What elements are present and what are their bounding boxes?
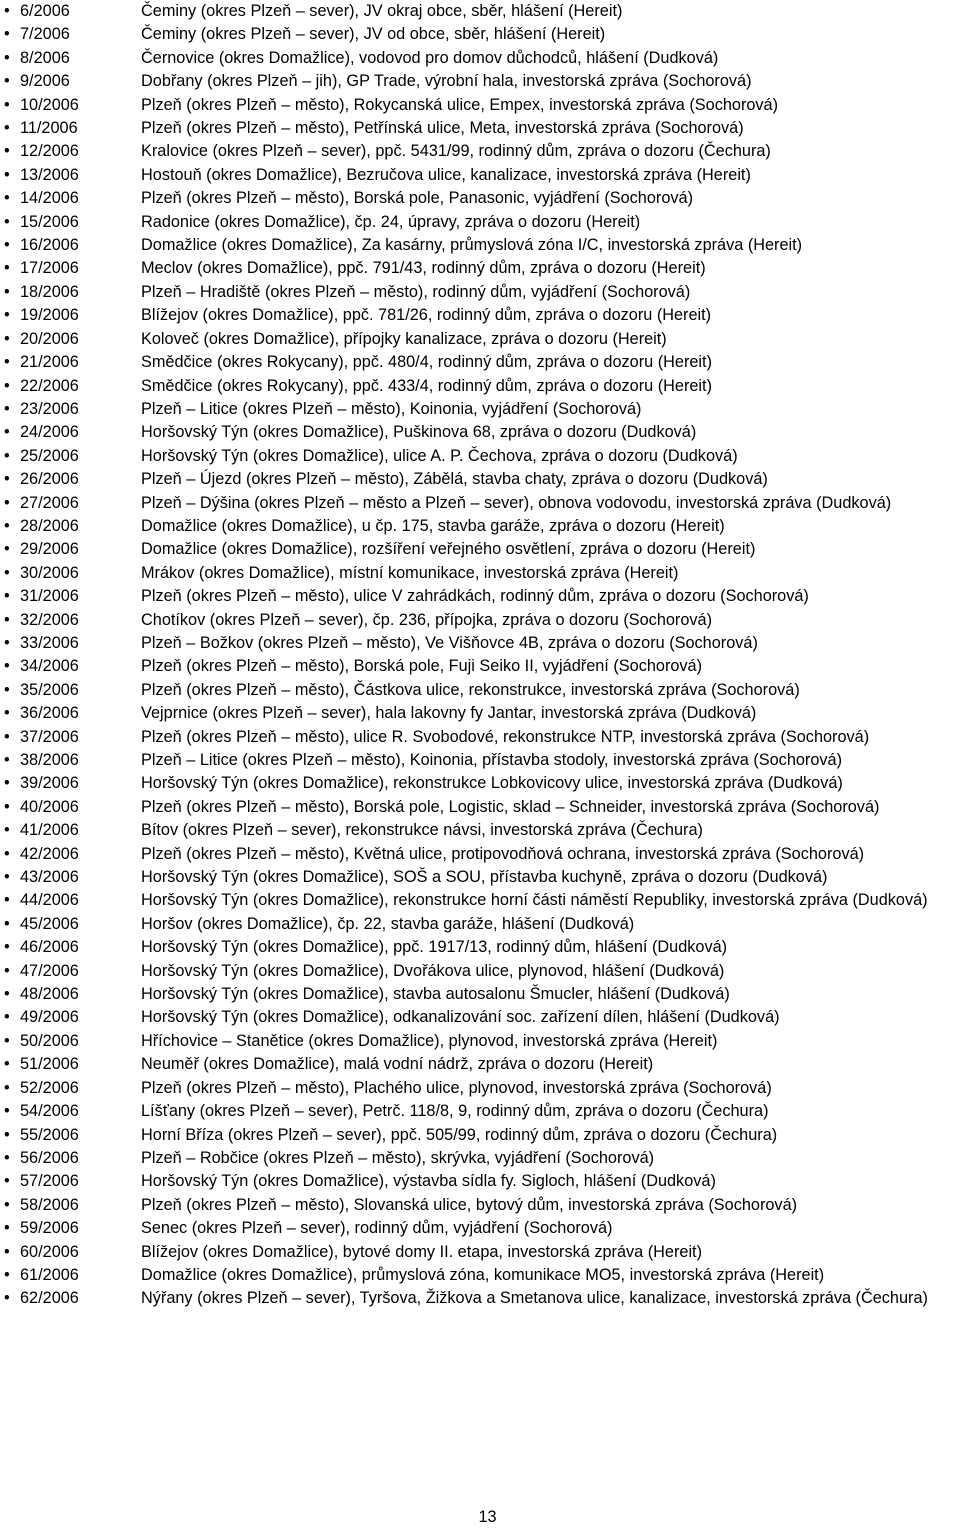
entry-number: 61/2006 — [20, 1265, 79, 1284]
bullet-icon: • — [4, 821, 10, 840]
entry-number: 51/2006 — [20, 1055, 79, 1074]
list-item — [0, 843, 960, 866]
entry-number: 58/2006 — [20, 1195, 79, 1214]
entry-text: Neuměř (okres Domažlice), malá vodní nádrž, zpráva o dozoru (Hereit) — [141, 1055, 654, 1074]
entry-number: 31/2006 — [20, 587, 79, 606]
bullet-icon: • — [4, 142, 10, 161]
list-item — [0, 1100, 960, 1123]
bullet-icon: • — [4, 48, 10, 67]
bullet-icon: • — [4, 1031, 10, 1050]
entry-text: Horšovský Týn (okres Domažlice), odkanalizování soc. zařízení dílen, hlášení (Dudková) — [141, 1008, 780, 1027]
entry-number: 15/2006 — [20, 212, 79, 231]
bullet-icon: • — [4, 610, 10, 629]
bullet-icon: • — [4, 985, 10, 1004]
entry-text: Líšťany (okres Plzeň – sever), Petrč. 118/8, 9, rodinný dům, zpráva o dozoru (Čechura) — [141, 1102, 769, 1121]
list-item — [0, 819, 960, 842]
entry-number: 33/2006 — [20, 633, 79, 652]
entry-number: 13/2006 — [20, 165, 79, 184]
entry-text: Plzeň (okres Plzeň – město), Slovanská ulice, bytový dům, investorská zpráva (Sochorová) — [141, 1195, 798, 1214]
list-item — [0, 1241, 960, 1264]
entry-number: 27/2006 — [20, 493, 79, 512]
entry-number: 40/2006 — [20, 797, 79, 816]
entry-text: Čeminy (okres Plzeň – sever), JV od obce, sběr, hlášení (Hereit) — [141, 25, 606, 44]
bullet-icon: • — [4, 844, 10, 863]
bullet-icon: • — [4, 797, 10, 816]
entry-number: 26/2006 — [20, 470, 79, 489]
entry-text: Plzeň (okres Plzeň – město), Borská pole, Logistic, sklad – Schneider, investorská zpráva (Sochorová) — [141, 797, 880, 816]
list-item — [0, 796, 960, 819]
entry-text: Plzeň (okres Plzeň – město), ulice R. Svobodové, rekonstrukce NTP, investorská zpráva (Sochorová) — [141, 727, 870, 746]
bullet-icon: • — [4, 423, 10, 442]
entry-text: Plzeň (okres Plzeň – město), Rokycanská ulice, Empex, investorská zpráva (Sochorová) — [141, 95, 779, 114]
bullet-icon: • — [4, 540, 10, 559]
entry-text: Horšov (okres Domažlice), čp. 22, stavba garáže, hlášení (Dudková) — [141, 914, 635, 933]
entry-number: 48/2006 — [20, 985, 79, 1004]
entry-number: 34/2006 — [20, 657, 79, 676]
bullet-icon: • — [4, 236, 10, 255]
entry-text: Plzeň (okres Plzeň – město), Částkova ulice, rekonstrukce, investorská zpráva (Sochorová) — [141, 680, 800, 699]
bullet-icon: • — [4, 353, 10, 372]
list-item — [0, 913, 960, 936]
bullet-icon: • — [4, 189, 10, 208]
entry-text: Horšovský Týn (okres Domažlice), Puškinova 68, zpráva o dozoru (Dudková) — [141, 423, 697, 442]
list-item — [0, 1147, 960, 1170]
bullet-icon: • — [4, 165, 10, 184]
list-item — [0, 1194, 960, 1217]
bullet-icon: • — [4, 516, 10, 535]
bullet-icon: • — [4, 306, 10, 325]
entry-number: 14/2006 — [20, 189, 79, 208]
bullet-icon: • — [4, 1148, 10, 1167]
list-item — [0, 0, 960, 23]
entry-number: 44/2006 — [20, 891, 79, 910]
bullet-icon: • — [4, 329, 10, 348]
entry-number: 30/2006 — [20, 563, 79, 582]
entry-number: 9/2006 — [20, 72, 70, 91]
bullet-icon: • — [4, 1195, 10, 1214]
bullet-icon: • — [4, 704, 10, 723]
bullet-icon: • — [4, 891, 10, 910]
entry-text: Plzeň – Božkov (okres Plzeň – město), Ve Višňovce 4B, zpráva o dozoru (Sochorová) — [141, 633, 758, 652]
entry-number: 7/2006 — [20, 25, 70, 44]
entry-text: Plzeň (okres Plzeň – město), Plachého ulice, plynovod, investorská zpráva (Sochorová) — [141, 1078, 772, 1097]
list-item — [0, 328, 960, 351]
list-item — [0, 468, 960, 491]
list-item — [0, 492, 960, 515]
entry-number: 19/2006 — [20, 306, 79, 325]
list-item — [0, 726, 960, 749]
bullet-icon: • — [4, 446, 10, 465]
bullet-icon: • — [4, 470, 10, 489]
bullet-icon: • — [4, 212, 10, 231]
entry-text: Koloveč (okres Domažlice), přípojky kanalizace, zpráva o dozoru (Hereit) — [141, 329, 667, 348]
list-item — [0, 445, 960, 468]
bullet-icon: • — [4, 680, 10, 699]
entry-number: 32/2006 — [20, 610, 79, 629]
entry-text: Smědčice (okres Rokycany), ppč. 433/4, rodinný dům, zpráva o dozoru (Hereit) — [141, 376, 712, 395]
bullet-icon: • — [4, 95, 10, 114]
entry-number: 42/2006 — [20, 844, 79, 863]
entry-text: Horšovský Týn (okres Domažlice), Dvořákova ulice, plynovod, hlášení (Dudková) — [141, 961, 725, 980]
entry-text: Plzeň (okres Plzeň – město), ulice V zahrádkách, rodinný dům, zpráva o dozoru (Sochorová) — [141, 587, 809, 606]
bullet-icon: • — [4, 751, 10, 769]
list-item — [0, 936, 960, 959]
entry-number: 8/2006 — [20, 48, 70, 67]
entry-number: 47/2006 — [20, 961, 79, 980]
entry-number: 17/2006 — [20, 259, 79, 278]
entry-number: 35/2006 — [20, 680, 79, 699]
entry-text: Plzeň – Litice (okres Plzeň – město), Koinonia, vyjádření (Sochorová) — [141, 399, 642, 418]
list-item — [0, 398, 960, 421]
list-item — [0, 749, 960, 772]
entry-number: 10/2006 — [20, 95, 79, 114]
entry-text: Domažlice (okres Domažlice), u čp. 175, stavba garáže, zpráva o dozoru (Hereit) — [141, 516, 725, 535]
entry-text: Domažlice (okres Domažlice), průmyslová zóna, komunikace MO5, investorská zpráva (Hereit) — [141, 1265, 825, 1284]
entry-text: Plzeň (okres Plzeň – město), Květná ulice, protipovodňová ochrana, investorská zpráva (Sochorová) — [141, 844, 865, 863]
entry-text: Čeminy (okres Plzeň – sever), JV okraj obce, sběr, hlášení (Hereit) — [141, 2, 623, 20]
list-item — [0, 562, 960, 585]
entry-text: Plzeň – Robčice (okres Plzeň – město), skrývka, vyjádření (Sochorová) — [141, 1148, 655, 1167]
entry-text: Senec (okres Plzeň – sever), rodinný dům, vyjádření (Sochorová) — [141, 1219, 613, 1238]
entry-text: Dobřany (okres Plzeň – jih), GP Trade, výrobní hala, investorská zpráva (Sochorová) — [141, 72, 752, 91]
bullet-icon: • — [4, 633, 10, 652]
bullet-icon: • — [4, 259, 10, 278]
list-item — [0, 772, 960, 795]
list-item — [0, 23, 960, 46]
list-item — [0, 1170, 960, 1193]
list-item — [0, 960, 960, 983]
entry-number: 46/2006 — [20, 938, 79, 957]
entry-text: Plzeň – Litice (okres Plzeň – město), Koinonia, přístavba stodoly, investorská zpráva (Sochorová) — [141, 751, 843, 769]
bullet-icon: • — [4, 868, 10, 887]
list-item — [0, 140, 960, 163]
entry-text: Horšovský Týn (okres Domažlice), ppč. 1917/13, rodinný dům, hlášení (Dudková) — [141, 938, 728, 957]
entry-number: 57/2006 — [20, 1172, 79, 1191]
entry-number: 45/2006 — [20, 914, 79, 933]
bullet-icon: • — [4, 2, 10, 20]
bullet-icon: • — [4, 1078, 10, 1097]
bullet-icon: • — [4, 1008, 10, 1027]
entry-number: 28/2006 — [20, 516, 79, 535]
entry-text: Nýřany (okres Plzeň – sever), Tyršova, Žižkova a Smetanova ulice, kanalizace, investorská zpráva (Čechura) — [141, 1289, 928, 1308]
entry-text: Radonice (okres Domažlice), čp. 24, úpravy, zpráva o dozoru (Hereit) — [141, 212, 641, 231]
entry-number: 38/2006 — [20, 751, 79, 769]
entry-text: Černovice (okres Domažlice), vodovod pro domov důchodců, hlášení (Dudková) — [141, 48, 719, 67]
entry-number: 6/2006 — [20, 2, 70, 20]
list-item — [0, 515, 960, 538]
entry-number: 54/2006 — [20, 1102, 79, 1121]
bullet-icon: • — [4, 563, 10, 582]
entry-number: 20/2006 — [20, 329, 79, 348]
entry-text: Kralovice (okres Plzeň – sever), ppč. 5431/99, rodinný dům, zpráva o dozoru (Čechura) — [141, 142, 771, 161]
entry-text: Vejprnice (okres Plzeň – sever), hala lakovny fy Jantar, investorská zpráva (Dudková) — [141, 704, 757, 723]
entry-number: 50/2006 — [20, 1031, 79, 1050]
entry-number: 12/2006 — [20, 142, 79, 161]
list-item — [0, 609, 960, 632]
bullet-icon: • — [4, 961, 10, 980]
list-item — [0, 1053, 960, 1076]
bullet-icon: • — [4, 493, 10, 512]
entry-text: Hříchovice – Stanětice (okres Domažlice), plynovod, investorská zpráva (Hereit) — [141, 1031, 718, 1050]
bullet-icon: • — [4, 938, 10, 957]
bullet-icon: • — [4, 119, 10, 138]
bullet-icon: • — [4, 657, 10, 676]
entry-text: Blížejov (okres Domažlice), bytové domy II. etapa, investorská zpráva (Hereit) — [141, 1242, 703, 1261]
entry-text: Chotíkov (okres Plzeň – sever), čp. 236, přípojka, zpráva o dozoru (Sochorová) — [141, 610, 713, 629]
list-item — [0, 983, 960, 1006]
list-item — [0, 538, 960, 561]
entry-text: Domažlice (okres Domažlice), rozšíření veřejného osvětlení, zpráva o dozoru (Hereit) — [141, 540, 756, 559]
bullet-icon: • — [4, 1289, 10, 1308]
page-number: 13 — [478, 1508, 497, 1526]
entry-number: 55/2006 — [20, 1125, 79, 1144]
bullet-icon: • — [4, 1265, 10, 1284]
list-item — [0, 1030, 960, 1053]
entry-text: Horšovský Týn (okres Domažlice), ulice A. P. Čechova, zpráva o dozoru (Dudková) — [141, 446, 738, 465]
list-item — [0, 632, 960, 655]
list-item — [0, 889, 960, 912]
list-item — [0, 281, 960, 304]
entry-text: Plzeň (okres Plzeň – město), Borská pole, Fuji Seiko II, vyjádření (Sochorová) — [141, 657, 703, 676]
list-item — [0, 375, 960, 398]
bullet-icon: • — [4, 727, 10, 746]
list-item — [0, 1264, 960, 1287]
entry-number: 24/2006 — [20, 423, 79, 442]
list-item — [0, 1077, 960, 1100]
bullet-icon: • — [4, 1219, 10, 1238]
bullet-icon: • — [4, 399, 10, 418]
bullet-icon: • — [4, 25, 10, 44]
entry-text: Horšovský Týn (okres Domažlice), stavba autosalonu Šmucler, hlášení (Dudková) — [141, 985, 730, 1004]
list-item — [0, 866, 960, 889]
list-item — [0, 1124, 960, 1147]
list-item — [0, 234, 960, 257]
bullet-icon: • — [4, 1055, 10, 1074]
bullet-icon: • — [4, 376, 10, 395]
bullet-icon: • — [4, 72, 10, 91]
entry-text: Horšovský Týn (okres Domažlice), rekonstrukce Lobkovicovy ulice, investorská zpráva (Dudková) — [141, 774, 843, 793]
bullet-icon: • — [4, 774, 10, 793]
entry-text: Plzeň (okres Plzeň – město), Borská pole, Panasonic, vyjádření (Sochorová) — [141, 189, 694, 208]
list-item — [0, 351, 960, 374]
entry-text: Plzeň – Dýšina (okres Plzeň – město a Plzeň – sever), obnova vodovodu, investorská zpráva (Dudková) — [141, 493, 892, 512]
bullet-icon: • — [4, 282, 10, 301]
entry-text: Horní Bříza (okres Plzeň – sever), ppč. 505/99, rodinný dům, zpráva o dozoru (Čechura) — [141, 1125, 778, 1144]
entry-text: Horšovský Týn (okres Domažlice), SOŠ a SOU, přístavba kuchyně, zpráva o dozoru (Dudková) — [141, 868, 828, 887]
list-item — [0, 1006, 960, 1029]
entry-text: Blížejov (okres Domažlice), ppč. 781/26, rodinný dům, zpráva o dozoru (Hereit) — [141, 306, 712, 325]
entry-number: 39/2006 — [20, 774, 79, 793]
list-item — [0, 304, 960, 327]
entry-number: 23/2006 — [20, 399, 79, 418]
entry-number: 49/2006 — [20, 1008, 79, 1027]
list-item — [0, 257, 960, 280]
entry-number: 11/2006 — [20, 119, 78, 138]
bullet-icon: • — [4, 1125, 10, 1144]
list-item — [0, 47, 960, 70]
entry-number: 59/2006 — [20, 1219, 79, 1238]
entry-number: 22/2006 — [20, 376, 79, 395]
entry-text: Plzeň – Hradiště (okres Plzeň – město), rodinný dům, vyjádření (Sochorová) — [141, 282, 691, 301]
entry-number: 16/2006 — [20, 236, 79, 255]
entry-number: 37/2006 — [20, 727, 79, 746]
entry-text: Smědčice (okres Rokycany), ppč. 480/4, rodinný dům, zpráva o dozoru (Hereit) — [141, 353, 712, 372]
bullet-icon: • — [4, 914, 10, 933]
list-item — [0, 585, 960, 608]
list-item — [0, 1217, 960, 1240]
entry-number: 43/2006 — [20, 868, 79, 887]
list-item — [0, 1287, 960, 1310]
bullet-icon: • — [4, 1102, 10, 1121]
entry-text: Hostouň (okres Domažlice), Bezručova ulice, kanalizace, investorská zpráva (Hereit) — [141, 165, 751, 184]
entry-number: 60/2006 — [20, 1242, 79, 1261]
list-item — [0, 211, 960, 234]
list-item — [0, 164, 960, 187]
entry-text: Horšovský Týn (okres Domažlice), rekonstrukce horní části náměstí Republiky, investorská zpráva (Dudková) — [141, 891, 928, 910]
entry-text: Plzeň (okres Plzeň – město), Petřínská ulice, Meta, investorská zpráva (Sochorová) — [141, 119, 744, 138]
list-item — [0, 702, 960, 725]
list-item — [0, 94, 960, 117]
entry-text: Horšovský Týn (okres Domažlice), výstavba sídla fy. Sigloch, hlášení (Dudková) — [141, 1172, 716, 1191]
entry-text: Meclov (okres Domažlice), ppč. 791/43, rodinný dům, zpráva o dozoru (Hereit) — [141, 259, 706, 278]
entry-number: 21/2006 — [20, 353, 79, 372]
list-item — [0, 655, 960, 678]
list-item — [0, 421, 960, 444]
entry-number: 29/2006 — [20, 540, 79, 559]
list-item — [0, 70, 960, 93]
list-item — [0, 117, 960, 140]
entry-number: 62/2006 — [20, 1289, 79, 1308]
list-item — [0, 679, 960, 702]
entry-number: 56/2006 — [20, 1148, 79, 1167]
entry-number: 52/2006 — [20, 1078, 79, 1097]
entry-text: Domažlice (okres Domažlice), Za kasárny, průmyslová zóna I/C, investorská zpráva (Hereit) — [141, 236, 803, 255]
bullet-icon: • — [4, 587, 10, 606]
list-item — [0, 187, 960, 210]
bullet-icon: • — [4, 1242, 10, 1261]
bullet-icon: • — [4, 1172, 10, 1191]
entry-number: 25/2006 — [20, 446, 79, 465]
entry-text: Bítov (okres Plzeň – sever), rekonstrukce návsi, investorská zpráva (Čechura) — [141, 821, 703, 840]
entry-number: 36/2006 — [20, 704, 79, 723]
entry-number: 41/2006 — [20, 821, 79, 840]
entry-number: 18/2006 — [20, 282, 79, 301]
entry-text: Plzeň – Újezd (okres Plzeň – město), Zábělá, stavba chaty, zpráva o dozoru (Dudková) — [141, 470, 768, 489]
entry-text: Mrákov (okres Domažlice), místní komunikace, investorská zpráva (Hereit) — [141, 563, 679, 582]
